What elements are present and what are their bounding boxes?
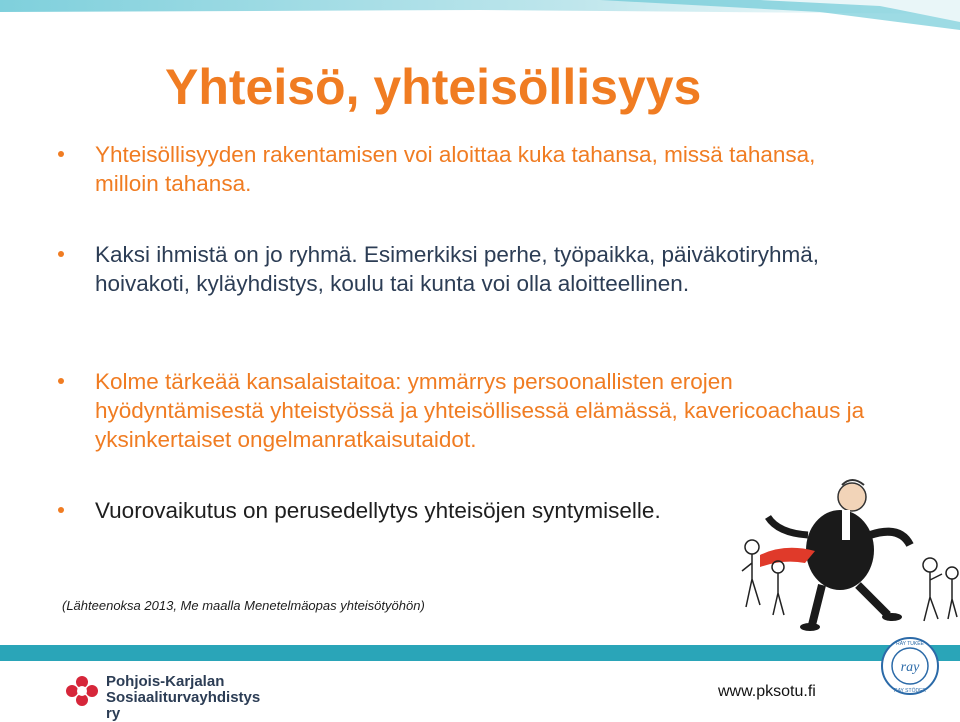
slide-title: Yhteisö, yhteisöllisyys xyxy=(165,59,702,115)
svg-text:RAY TUKEE: RAY TUKEE xyxy=(896,641,924,647)
organization-name-line1: Pohjois-Karjalan xyxy=(106,673,225,690)
bullet-item xyxy=(95,240,855,298)
organization-name-line2: Sosiaaliturvayhdistys ry xyxy=(106,689,261,722)
ray-seal-logo xyxy=(880,636,940,696)
bullet-text: Vuorovaikutus on perusedellytys yhteisöjen syntymiselle. xyxy=(95,498,661,523)
bullet-dot-icon xyxy=(58,151,64,157)
svg-text:RAY STÖDER: RAY STÖDER xyxy=(893,688,927,694)
organization-logo xyxy=(66,673,261,722)
bullet-text: Yhteisöllisyyden rakentamisen voi aloittaa kuka tahansa, missä tahansa, milloin tahansa. xyxy=(95,142,816,196)
bullet-text: Kaksi ihmistä on jo ryhmä. Esimerkiksi perhe, työpaikka, päiväkotiryhmä, hoivakoti, kyläyhdistys, koulu tai kunta voi olla aloitteellinen. xyxy=(95,242,820,296)
cartoon-figures-illustration xyxy=(730,455,960,645)
red-cross-flower-logo xyxy=(66,676,98,706)
bullet-item xyxy=(95,140,855,198)
bottom-teal-band xyxy=(0,645,960,661)
bullet-dot-icon xyxy=(58,507,64,513)
bullet-dot-icon xyxy=(58,251,64,257)
bullet-dot-icon xyxy=(58,378,64,384)
bullet-item xyxy=(95,367,895,454)
top-decorative-band xyxy=(0,0,960,40)
svg-text:ray: ray xyxy=(900,660,920,675)
bullet-text: Kolme tärkeää kansalaistaitoa: ymmärrys persoonallisten erojen hyödyntämisestä yhteistyössä ja yhteisöllisessä elämässä, kavericoachaus ja yksinkertaiset ongelmanratkaisutaidot. xyxy=(95,369,865,452)
organization-name xyxy=(106,674,260,722)
source-citation: (Lähteenoksa 2013, Me maalla Menetelmäopas yhteisötyöhön) xyxy=(62,598,425,613)
website-url: www.pksotu.fi xyxy=(718,683,816,700)
